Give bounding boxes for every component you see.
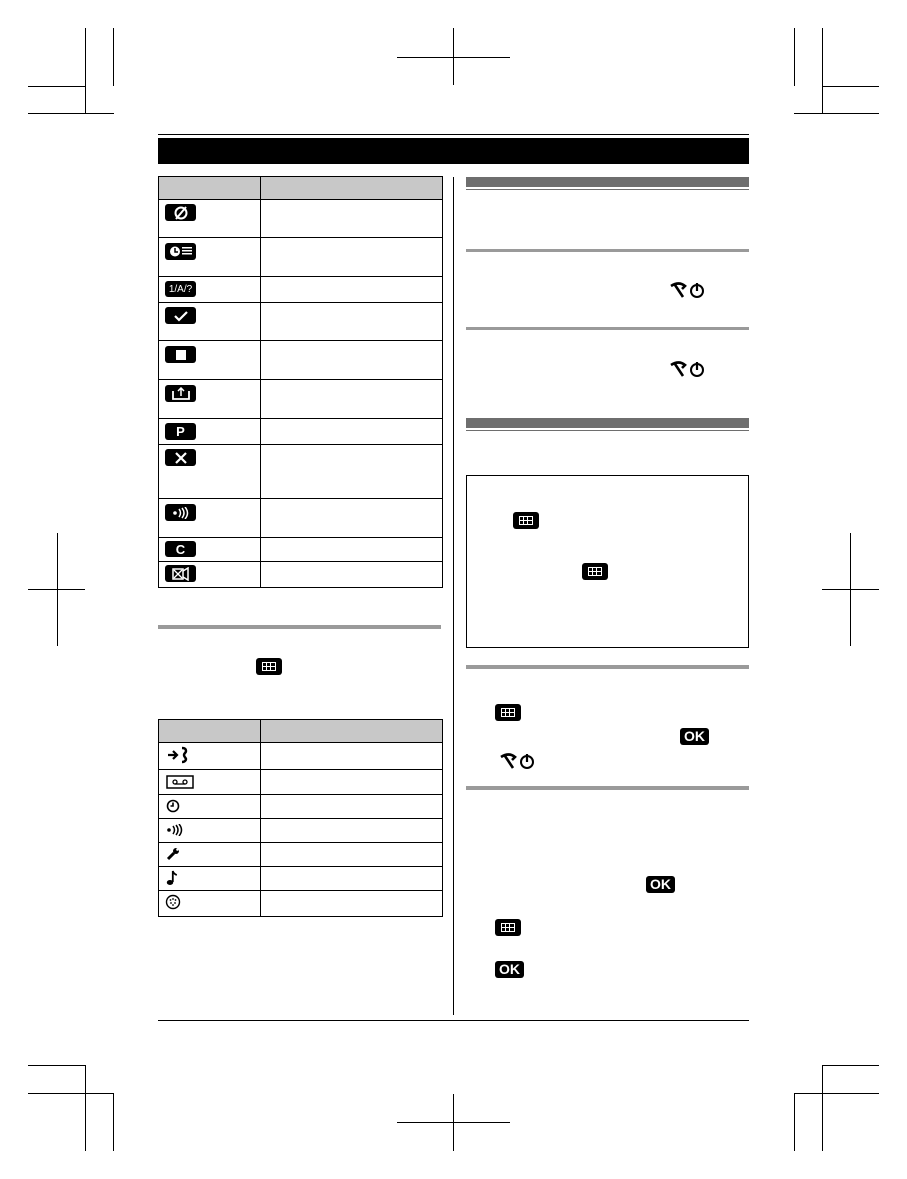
ok-key [646,876,675,893]
table-row [159,341,442,380]
subsection-divider [466,786,749,790]
menu-key-icon [256,658,282,675]
crop-mark [822,86,879,87]
tray-return-icon [165,385,196,402]
crop-mark [113,28,114,86]
clear-c-icon [165,541,196,557]
crop-mark [794,28,795,86]
privacy-mode-icon [165,204,196,221]
crop-mark [397,57,510,58]
table-row [159,445,442,499]
ok-key [495,961,524,978]
ok-key-label: OK [650,876,671,892]
off-power-key-icon [498,751,538,771]
clock-list-icon [165,243,196,260]
crop-mark [822,28,823,114]
intercom-wave-icon [165,504,196,521]
music-note-icon [165,870,179,886]
menu-key-icon [495,919,521,936]
icon-table [158,176,443,588]
section-divider [158,625,441,629]
subsection-divider [466,665,749,669]
table-row [159,795,442,819]
section-heading-bar [466,418,749,428]
ok-key-label: OK [684,728,705,744]
note-box [466,475,749,648]
stop-icon [165,346,196,363]
crop-mark [822,589,879,590]
crop-mark [822,1065,879,1066]
character-mode-glyph: 1/A/? [168,283,193,295]
table-row [159,562,442,586]
crop-mark [28,1065,85,1066]
pause-p-glyph: P [176,424,185,439]
crop-mark [28,86,85,87]
menu-key-icon [513,512,539,529]
table-row [159,238,442,277]
table-row [159,867,442,891]
wrench-icon [165,846,181,862]
crop-mark [28,113,114,114]
voicemail-tape-icon [165,773,195,790]
header-rule [158,134,749,135]
subsection-divider [466,327,749,330]
table-row [159,891,442,915]
table-row [159,843,442,867]
subsection-divider [466,249,749,252]
section-heading-rule [466,189,749,190]
clear-c-glyph: C [175,541,186,557]
checkmark-icon [165,307,196,324]
section-heading-rule [466,430,749,431]
table-row [159,770,442,795]
dial-face-icon [165,894,181,910]
table-row [159,199,442,238]
ok-key-label: OK [499,961,520,977]
intercom-icon [165,822,185,838]
crop-mark [85,1065,86,1151]
crop-mark [28,1093,114,1094]
table-row [159,819,442,843]
ok-key [680,728,709,745]
mute-speaker-icon [165,565,196,582]
icon-table-header [159,177,442,200]
footer-rule [158,1020,749,1021]
off-power-key-icon [668,280,708,300]
header-bar [158,138,749,164]
crop-mark [397,1122,510,1123]
crop-mark [794,113,879,114]
character-mode-icon [165,281,196,297]
table-row [159,380,442,419]
off-power-key-icon [668,359,708,379]
delete-x-icon [165,449,196,466]
menu-key-icon [495,704,521,721]
table-row [159,277,442,303]
menu-icon-table [158,719,443,917]
column-divider [453,177,454,1015]
pause-p-icon [165,423,196,440]
crop-mark [822,1065,823,1151]
table-row [159,419,442,445]
table-row [159,499,442,538]
crop-mark [85,28,86,114]
menu-key-icon [582,563,608,580]
call-forward-icon [165,746,197,764]
crop-mark [794,1093,879,1094]
header-title [158,143,166,159]
crop-mark [113,1093,114,1151]
table-row [159,538,442,562]
table-row [159,303,442,341]
clock-icon [165,798,181,814]
crop-mark [794,1093,795,1151]
table-row [159,742,442,770]
crop-mark [28,589,85,590]
menu-table-header [159,720,442,743]
section-heading-bar [466,177,749,187]
